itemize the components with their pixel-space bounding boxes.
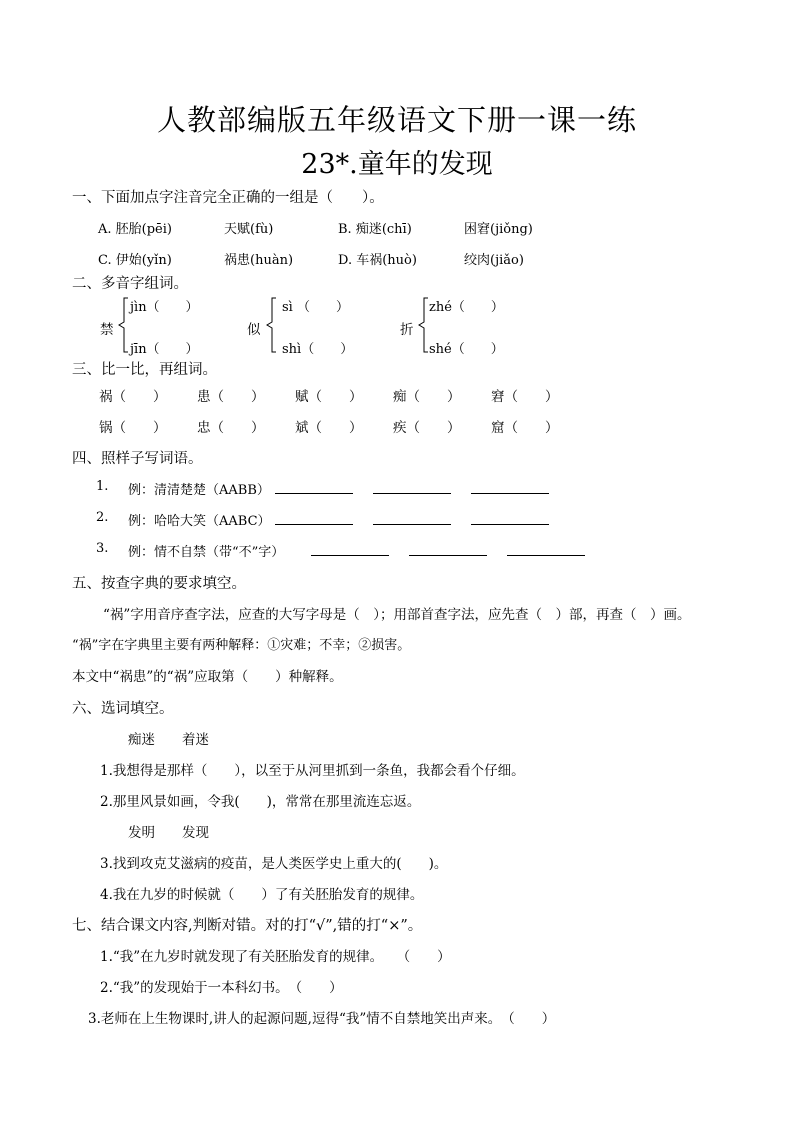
q4-item-1-blank-1[interactable] <box>275 481 353 494</box>
q6-sentence-4: 4.我在九岁的时候就（ ）了有关胚胎发育的规律。 <box>100 887 424 903</box>
q5-heading: 五、按查字典的要求填空。 <box>72 576 246 592</box>
q2-char-zhe: 折 <box>400 322 414 338</box>
q2-si-top: sì （ ） <box>282 300 349 315</box>
q1-option-d1: D. 车祸(huò) <box>338 253 417 268</box>
q1-option-b1: B. 痴迷(chī) <box>338 222 412 237</box>
q6-sentence-2: 2.那里风景如画，令我( )，常常在那里流连忘返。 <box>100 794 421 810</box>
q4-item-1-num: 1. <box>96 479 109 494</box>
q6-sentence-1: 1.我想得是那样（ ），以至于从河里抓到一条鱼，我都会看个仔细。 <box>100 763 525 779</box>
q2-heading: 二、多音字组词。 <box>72 276 188 292</box>
q3-item-3: 赋（ ） <box>295 389 363 405</box>
q6-word-choices-1: 痴迷 着迷 <box>128 732 209 748</box>
q2-jin-top: jìn（ ） <box>130 300 199 315</box>
q5-line-1: “祸”字用音序查字法，应查的大写字母是（ ）；用部首查字法，应先查（ ）部，再查（ ）画。 <box>103 607 691 623</box>
q6-word-choices-2: 发明 发现 <box>128 825 209 841</box>
q4-item-3-blank-1[interactable] <box>311 543 389 556</box>
q2-zhe-top: zhé（ ） <box>429 300 504 315</box>
q3-item-6: 锅（ ） <box>99 420 167 436</box>
q4-item-3-text: 例：情不自禁（带“不”字） <box>128 545 285 560</box>
q1-option-c1: C. 伊始(yǐn) <box>98 253 172 268</box>
q3-item-10: 窟（ ） <box>491 420 559 436</box>
q1-option-b2: 困窘(jiǒng) <box>464 222 533 237</box>
page-subtitle: 23*.童年的发现 <box>301 149 493 180</box>
q2-zhe-bottom: shé（ ） <box>429 342 504 357</box>
q4-item-2-num: 2. <box>96 510 109 525</box>
q7-statement-1: 1.“我”在九岁时就发现了有关胚胎发育的规律。 （ ） <box>100 949 451 965</box>
q3-item-5: 窘（ ） <box>491 389 559 405</box>
q4-item-2-blank-2[interactable] <box>373 512 451 525</box>
q4-item-1-text: 例：清清楚楚（AABB） <box>128 483 270 498</box>
q7-heading: 七、结合课文内容,判断对错。对的打“√”,错的打“×”。 <box>72 918 423 934</box>
q2-brace-si <box>266 296 278 354</box>
q2-char-jin: 禁 <box>100 322 114 338</box>
q3-item-2: 患（ ） <box>197 389 265 405</box>
q6-heading: 六、选词填空。 <box>72 701 174 717</box>
q3-item-7: 忠（ ） <box>197 420 265 436</box>
q5-line-2: “祸”字在字典里主要有两种解释：①灾难；不幸；②损害。 <box>72 638 411 653</box>
q1-heading: 一、下面加点字注音完全正确的一组是（ ）。 <box>72 190 384 206</box>
q4-item-2-blank-3[interactable] <box>471 512 549 525</box>
q4-item-3-blank-3[interactable] <box>507 543 585 556</box>
q5-line-3: 本文中“祸患”的“祸”应取第（ ）种解释。 <box>72 669 343 685</box>
q1-option-a1: A. 胚胎(pēi) <box>98 222 172 237</box>
q2-si-bottom: shì（ ） <box>282 342 354 357</box>
q4-item-1-blank-3[interactable] <box>471 481 549 494</box>
q1-option-a2: 天赋(fù) <box>224 222 274 237</box>
q2-brace-jin <box>118 296 130 354</box>
q4-item-1-blank-2[interactable] <box>373 481 451 494</box>
q3-item-1: 祸（ ） <box>99 389 167 405</box>
page-title: 人教部编版五年级语文下册一课一练 <box>156 103 637 137</box>
q3-item-8: 斌（ ） <box>295 420 363 436</box>
q7-statement-2: 2.“我”的发现始于一本科幻书。 （ ） <box>100 980 343 996</box>
q7-statement-3: 3.老师在上生物课时,讲人的起源问题,逗得“我”情不自禁地笑出声来。 （ ） <box>88 1011 556 1027</box>
q2-jin-bottom: jīn（ ） <box>130 342 199 357</box>
q4-item-3-num: 3. <box>96 541 109 556</box>
q1-option-d2: 绞肉(jiǎo) <box>464 253 524 268</box>
q6-sentence-3: 3.找到攻克艾滋病的疫苗，是人类医学史上重大的( )。 <box>100 856 448 872</box>
q2-char-si: 似 <box>247 322 261 338</box>
q3-item-9: 疾（ ） <box>393 420 461 436</box>
q1-option-c2: 祸患(huàn) <box>224 253 294 268</box>
q4-item-3-blank-2[interactable] <box>409 543 487 556</box>
q4-heading: 四、照样子写词语。 <box>72 451 203 467</box>
q3-item-4: 痴（ ） <box>393 389 461 405</box>
q4-item-2-blank-1[interactable] <box>275 512 353 525</box>
q3-heading: 三、比一比，再组词。 <box>72 362 217 378</box>
q4-item-2-text: 例：哈哈大笑（AABC） <box>128 514 271 529</box>
